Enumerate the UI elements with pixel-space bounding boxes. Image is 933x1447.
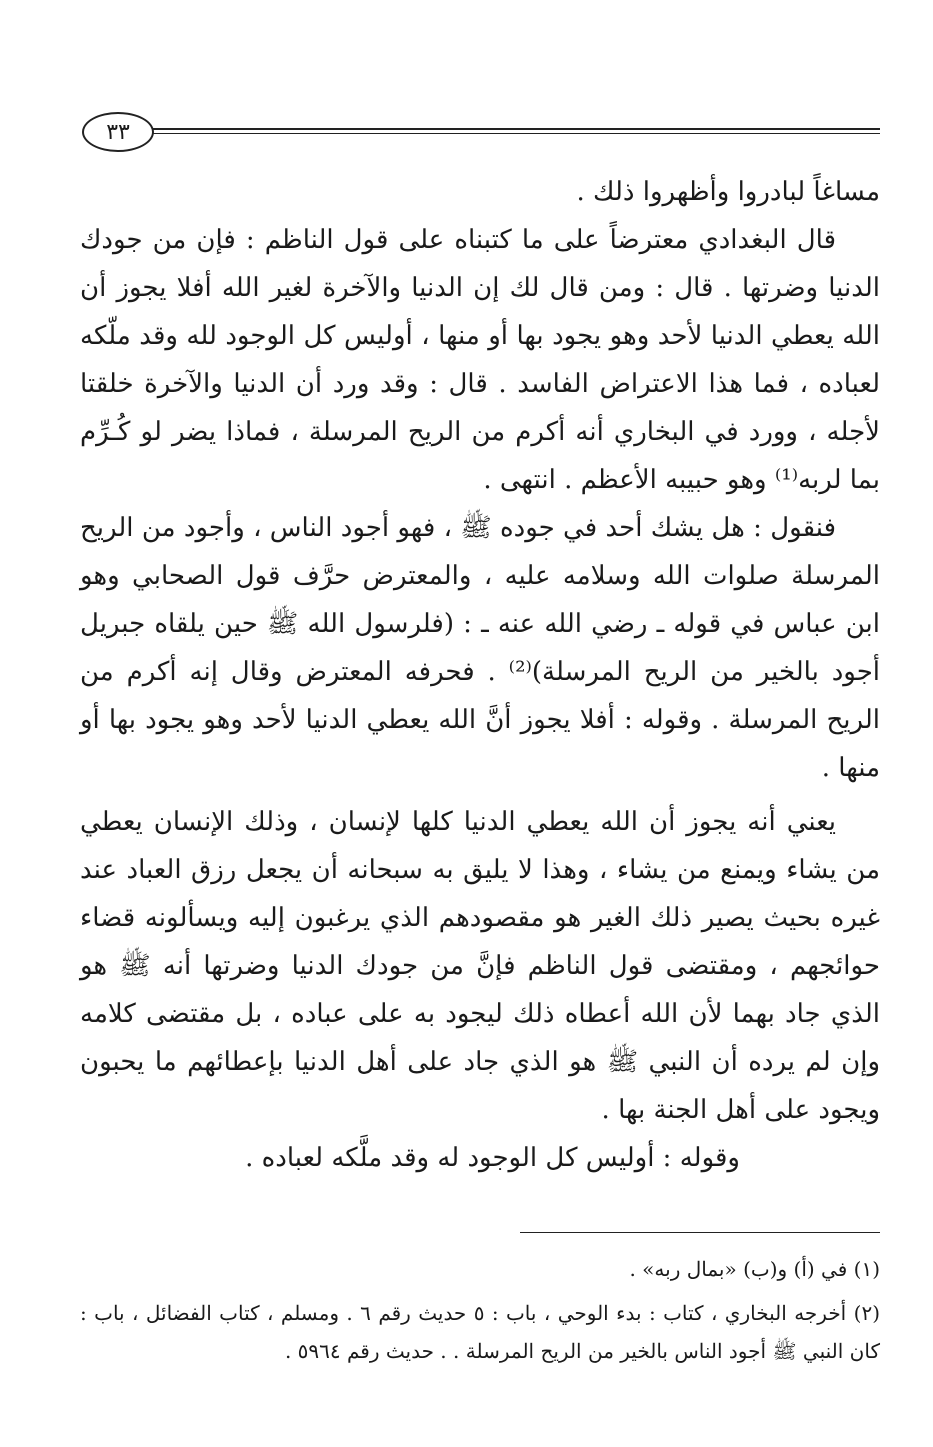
- paragraph-1: مساغاً لبادروا وأظهروا ذلك .: [576, 177, 880, 207]
- footnotes: [80, 1250, 880, 1370]
- page-header: [82, 112, 880, 156]
- main-text: [80, 168, 880, 1182]
- paragraph-2: قال البغدادي معترضاً على ما كتبناه على قول الناظم : فإن من جودك الدنيا وضرتها . قال : ومن قال لك إن الدنيا والآخرة لغير الله أفلا يجوز أن الله يعطي الدنيا لأحد وهو يجود بها أو منها ، أوليس كل الوجود لله وقد ملّكه لعباده ، فما هذا الاعتراض الفاسد . قال : وقد ورد أن الدنيا والآخرة خلقتا لأجله ، وورد في البخاري أنه أكرم من الريح المرسلة ، فماذا يضر لو كُـرِّم بما لربه⁽¹⁾ وهو حبيبه الأعظم . انتهى .: [80, 225, 880, 495]
- footnote-1: (١) في (أ) و(ب) «بمال ربه» .: [629, 1257, 880, 1281]
- header-rule: [144, 128, 880, 134]
- paragraph-5: وقوله : أوليس كل الوجود له وقد ملَّكه لعباده .: [245, 1143, 740, 1173]
- paragraph-3: فنقول : هل يشك أحد في جوده ﷺ ، فهو أجود الناس ، وأجود من الريح المرسلة صلوات الله وسلامه عليه ، والمعترض حرَّف قول الصحابي وهو ابن عباس في قوله ـ رضي الله عنه ـ : (فلرسول الله ﷺ حين يلقاه جبريل أجود بالخير من الريح المرسلة)⁽²⁾ . فحرفه المعترض وقال إنه أكرم من الريح المرسلة . وقوله : أفلا يجوز أنَّ الله يعطي الدنيا لأحد وهو يجود بها أو منها .: [80, 513, 880, 783]
- footnote-divider: [520, 1232, 880, 1233]
- paragraph-4: يعني أنه يجوز أن الله يعطي الدنيا كلها لإنسان ، وذلك الإنسان يعطي من يشاء ويمنع من يشاء ، وهذا لا يليق به سبحانه أن يجعل رزق العباد عند غيره بحيث يصير ذلك الغير هو مقصودهم الذي يرغبون إليه ويسألونه قضاء حوائجهم ، ومقتضى قول الناظم فإنَّ من جودك الدنيا وضرتها أنه ﷺ هو الذي جاد بهما لأن الله أعطاه ذلك ليجود به على عباده ، بل مقتضى كلامه وإن لم يرده أن النبي ﷺ هو الذي جاد على أهل الدنيا بإعطائهم ما يحبون ويجود على أهل الجنة بها .: [80, 807, 880, 1125]
- footnote-2: (٢) أخرجه البخاري ، كتاب : بدء الوحي ، باب : ٥ حديث رقم ٦ . ومسلم ، كتاب الفضائل ، باب : كان النبي ﷺ أجود الناس بالخير من الريح المرسلة . . حديث رقم ٥٩٦٤ .: [80, 1301, 880, 1363]
- page-number: ٣٣: [82, 112, 154, 152]
